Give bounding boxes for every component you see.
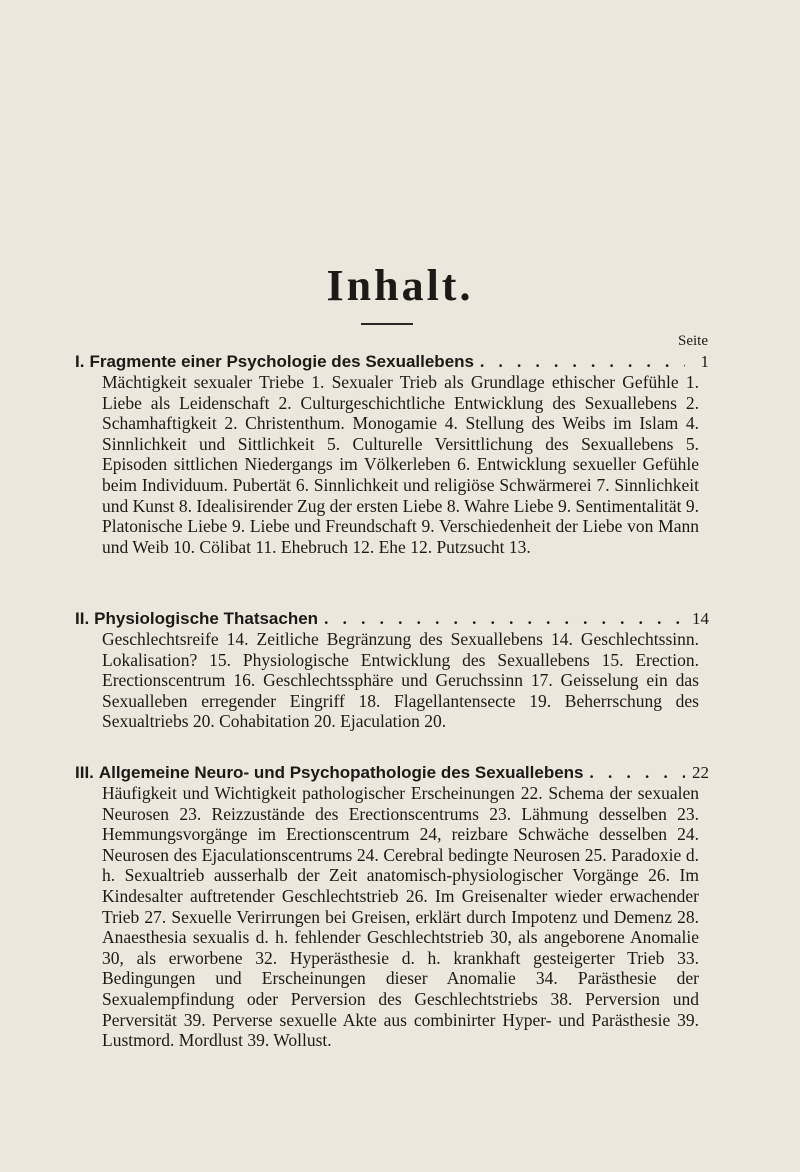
toc-section-heading <box>75 608 709 629</box>
toc-section-3 <box>75 762 709 1051</box>
toc-section-heading <box>75 762 709 783</box>
page-title: Inhalt. <box>326 261 474 310</box>
section-page-number: 14 <box>685 608 709 629</box>
section-title: Physiologische Thatsachen <box>94 609 319 628</box>
section-contents: Häufigkeit und Wichtigkeit pathologischer Erscheinungen 22. Schema der sexualen Neurosen 23. Reizzustände des Erectionscentrums 23. Lähmung desselben 23. Hemmungsvorgänge im Erectionscentrum 24, reizbare Schwäche desselben 24. Neurosen des Ejaculationscentrums 24. Cerebral bedingte Neurosen 25. Paradoxie d. h. Sexualtrieb ausserhalb der Zeit anatomisch-physiologischer Vorgänge 26. Im Kindesalter auftretender Geschlechtstrieb 26. Im Greisenalter wieder erwachender Trieb 27. Sexuelle Verirrungen bei Greisen, erklärt durch Impotenz und Demenz 28. Anaesthesia sexualis d. h. fehlender Geschlechtstrieb 30, als angeborene Anomalie 30, als erworbene 32. Hyperästhesie d. h. krankhaft gesteigerter Trieb 33. Bedingungen und Erscheinungen dieser Anomalie 34. Parästhesie der Sexualempfindung oder Perversion des Geschlechtstriebs 38. Perversion und Perversität 39. Perverse sexuelle Akte aus combinirter Hyper- und Parästhesie 39. Lustmord. Mordlust 39. Wollust. <box>102 783 699 1051</box>
section-title: Fragmente einer Psychologie des Sexuallebens <box>89 352 474 371</box>
title-divider <box>361 323 413 325</box>
leader-dots <box>590 762 685 783</box>
toc-section-2 <box>75 608 709 732</box>
leader-dots <box>480 351 685 372</box>
toc-section-1 <box>75 351 709 557</box>
section-contents: Mächtigkeit sexualer Triebe 1. Sexualer Trieb als Grundlage ethischer Gefühle 1. Liebe als Leidenschaft 2. Culturgeschichtliche Entwicklung des Sexuallebens 2. Schamhaftigkeit 2. Christenthum. Monogamie 4. Stellung des Weibs im Islam 4. Sinnlichkeit und Sittlichkeit 5. Culturelle Versittlichung des Sexuallebens 5. Episoden sittlichen Niedergangs im Völkerleben 6. Entwicklung sexueller Gefühle beim Individuum. Pubertät 6. Sinnlichkeit und religiöse Schwärmerei 7. Sinnlichkeit und Kunst 8. Idealisirender Zug der ersten Liebe 8. Wahre Liebe 9. Sentimentalität 9. Platonische Liebe 9. Liebe und Freundschaft 9. Verschiedenheit der Liebe von Mann und Weib 10. Cölibat 11. Ehebruch 12. Ehe 12. Putzsucht 13. <box>102 372 699 557</box>
section-numeral: II. <box>75 609 90 628</box>
section-page-number: 1 <box>685 351 709 372</box>
section-contents: Geschlechtsreife 14. Zeitliche Begränzung des Sexuallebens 14. Geschlechtssinn. Lokalisation? 15. Physiologische Entwicklung des Sexuallebens 15. Erection. Erectionscentrum 16. Geschlechtssphäre und Geruchssinn 17. Geisselung ein das Sexualleben erregender Eingriff 18. Flagellantensecte 19. Beherrschung des Sexualtriebs 20. Cohabitation 20. Ejaculation 20. <box>102 629 699 732</box>
toc-section-heading <box>75 351 709 372</box>
leader-dots <box>324 608 685 629</box>
section-numeral: I. <box>75 352 85 371</box>
section-numeral: III. <box>75 763 94 782</box>
page-column-label: Seite <box>678 333 708 349</box>
section-title: Allgemeine Neuro- und Psychopathologie des Sexuallebens <box>98 763 584 782</box>
section-page-number: 22 <box>685 762 709 783</box>
